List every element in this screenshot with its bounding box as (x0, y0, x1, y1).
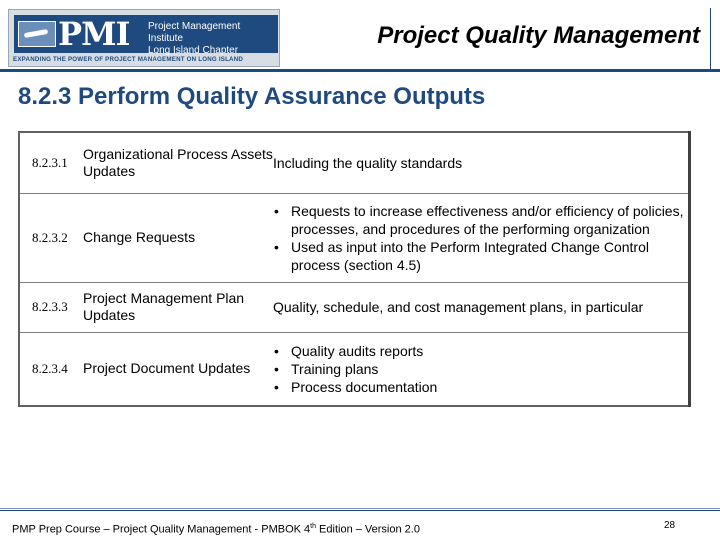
row-description (273, 193, 690, 282)
table-row (19, 193, 690, 282)
row-name: Project Document Updates (81, 332, 273, 406)
outputs-table (18, 131, 691, 407)
row-name: Change Requests (81, 193, 273, 282)
row-number: 8.2.3.3 (19, 282, 81, 332)
row-name: Project Management Plan Updates (81, 282, 273, 332)
header-divider-vertical (710, 8, 711, 70)
pmi-logo (8, 9, 280, 67)
row-number: 8.2.3.4 (19, 332, 81, 406)
list-item: • Process documentation (273, 378, 684, 396)
logo-org-name (148, 21, 278, 57)
list-item: • Requests to increase effectiveness and/or efficiency of policies, processes, and procedures of the performing organization (273, 202, 684, 238)
logo-org-line2: Long Island Chapter (148, 45, 239, 56)
list-item: • Training plans (273, 360, 684, 378)
table-row (19, 332, 690, 406)
row-description: Including the quality standards (273, 132, 690, 193)
logo-org-line1: Project Management Institute (148, 21, 241, 44)
slide-title: 8.2.3 Perform Quality Assurance Outputs (18, 83, 486, 110)
footer-divider-light (0, 508, 720, 509)
logo-banner (14, 15, 278, 56)
footer-text (12, 523, 420, 536)
page-number: 28 (664, 520, 676, 531)
list-item: • Used as input into the Perform Integrated Change Control process (section 4.5) (273, 238, 684, 274)
header-title: Project Quality Management (377, 22, 700, 49)
row-number: 8.2.3.2 (19, 193, 81, 282)
row-number: 8.2.3.1 (19, 132, 81, 193)
header-divider (0, 69, 720, 72)
bullet-list (273, 202, 684, 274)
logo-tagline: EXPANDING THE POWER OF PROJECT MANAGEMENT ON LONG ISLAND (13, 56, 244, 63)
table-row (19, 282, 690, 332)
footer-text-main: PMP Prep Course – Project Quality Management - PMBOK 4 (12, 523, 311, 536)
row-description (273, 332, 690, 406)
footer-divider (0, 510, 720, 511)
footer-superscript: th (310, 523, 316, 530)
bullet-list (273, 342, 684, 396)
logo-mark: PMI (58, 15, 130, 53)
list-item: • Quality audits reports (273, 342, 684, 360)
footer-text-tail: Edition – Version 2.0 (316, 523, 420, 536)
row-description: Quality, schedule, and cost management plans, in particular (273, 282, 690, 332)
row-name: Organizational Process Assets Updates (81, 132, 273, 193)
table-row (19, 132, 690, 193)
long-island-map-icon (18, 21, 56, 47)
